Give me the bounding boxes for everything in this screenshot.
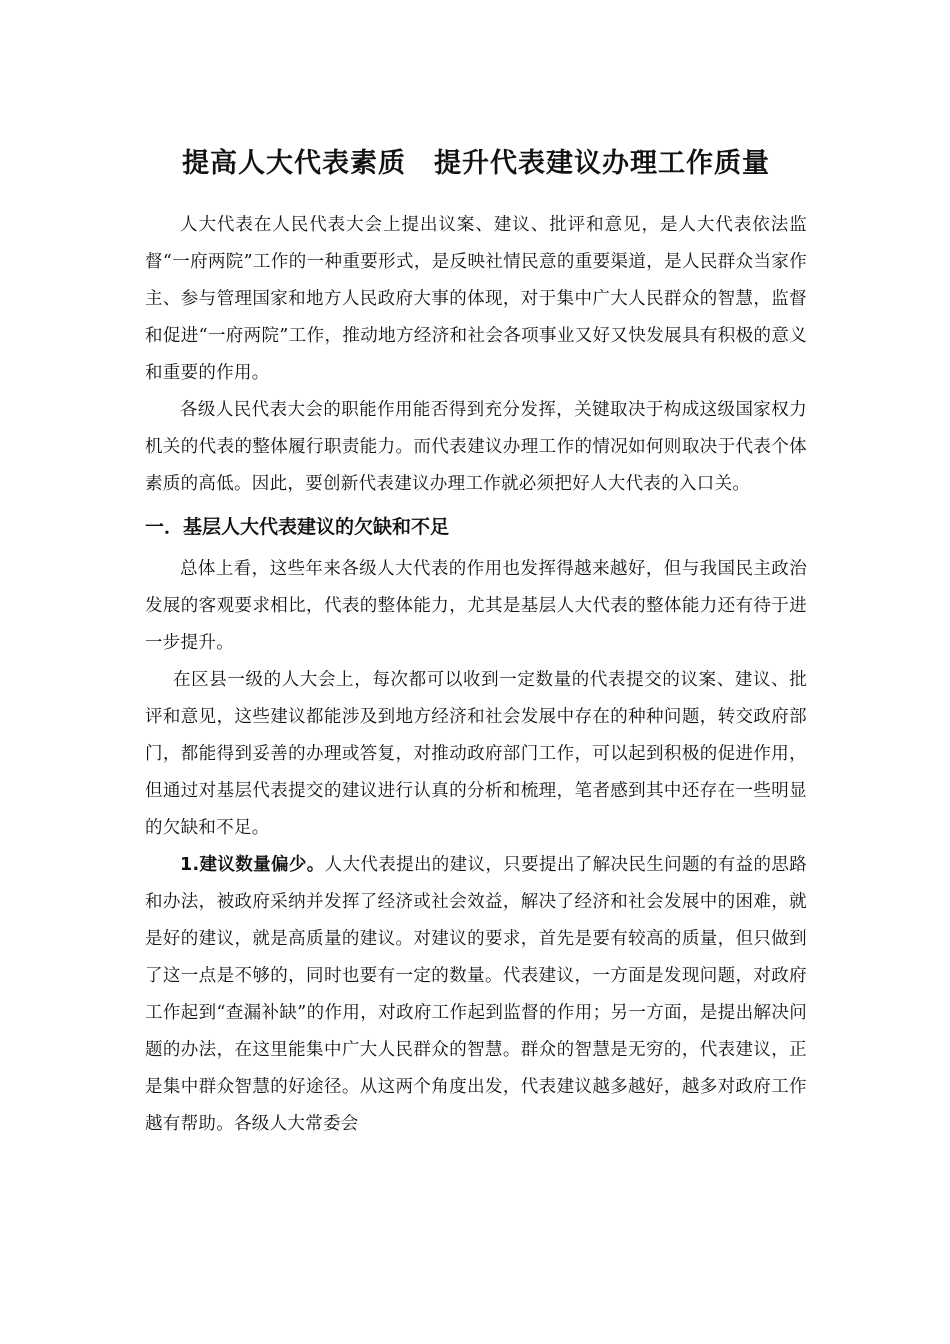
paragraph: 总体上看，这些年来各级人大代表的作用也发挥得越来越好，但与我国民主政治发展的客观要求相比，代表的整体能力，尤其是基层人大代表的整体能力还有待于进一步提升。 [145,559,807,653]
section-heading: 一．基层人大代表建议的欠缺和不足 [145,516,450,538]
paragraph: 人大代表在人民代表大会上提出议案、建议、批评和意见，是人大代表依法监督“一府两院”工作的一种重要形式，是反映社情民意的重要渠道，是人民群众当家作主、参与管理国家和地方人民政府大事的体现，对于集中广大人民群众的智慧，监督和促进“一府两院”工作，推动地方经济和社会各项事业又好又快发展具有积极的意义和重要的作用。 [145,215,807,383]
item-lead: 1.建议数量偏少。 [180,855,325,875]
item-text: 人大代表提出的建议，只要提出了解决民生问题的有益的思路和办法，被政府采纳并发挥了经济或社会效益，解决了经济和社会发展中的困难，就是好的建议，就是高质量的建议。对建议的要求，首先是要有较高的质量，但只做到了这一点是不够的，同时也要有一定的数量。代表建议，一方面是发现问题，对政府工作起到“查漏补缺”的作用，对政府工作起到监督的作用；另一方面，是提出解决问题的办法，在这里能集中广大人民群众的智慧。群众的智慧是无穷的，代表建议，正是集中群众智慧的好途径。从这两个角度出发，代表建议越多越好，越多对政府工作越有帮助。各级人大常委会 [145,855,807,1134]
paragraph: 各级人民代表大会的职能作用能否得到充分发挥，关键取决于构成这级国家权力机关的代表的整体履行职责能力。而代表建议办理工作的情况如何则取决于代表个体素质的高低。因此，要创新代表建议办理工作就必须把好人大代表的入口关。 [145,400,807,494]
paragraph: 在区县一级的人大会上，每次都可以收到一定数量的代表提交的议案、建议、批评和意见，这些建议都能涉及到地方经济和社会发展中存在的种种问题，转交政府部门，都能得到妥善的办理或答复，对推动政府部门工作，可以起到积极的促进作用，但通过对基层代表提交的建议进行认真的分析和梳理，笔者感到其中还存在一些明显的欠缺和不足。 [145,670,807,838]
list-item-paragraph [145,847,807,1143]
document-title: 提高人大代表素质 提升代表建议办理工作质量 [182,148,770,179]
document-body [145,207,807,1143]
